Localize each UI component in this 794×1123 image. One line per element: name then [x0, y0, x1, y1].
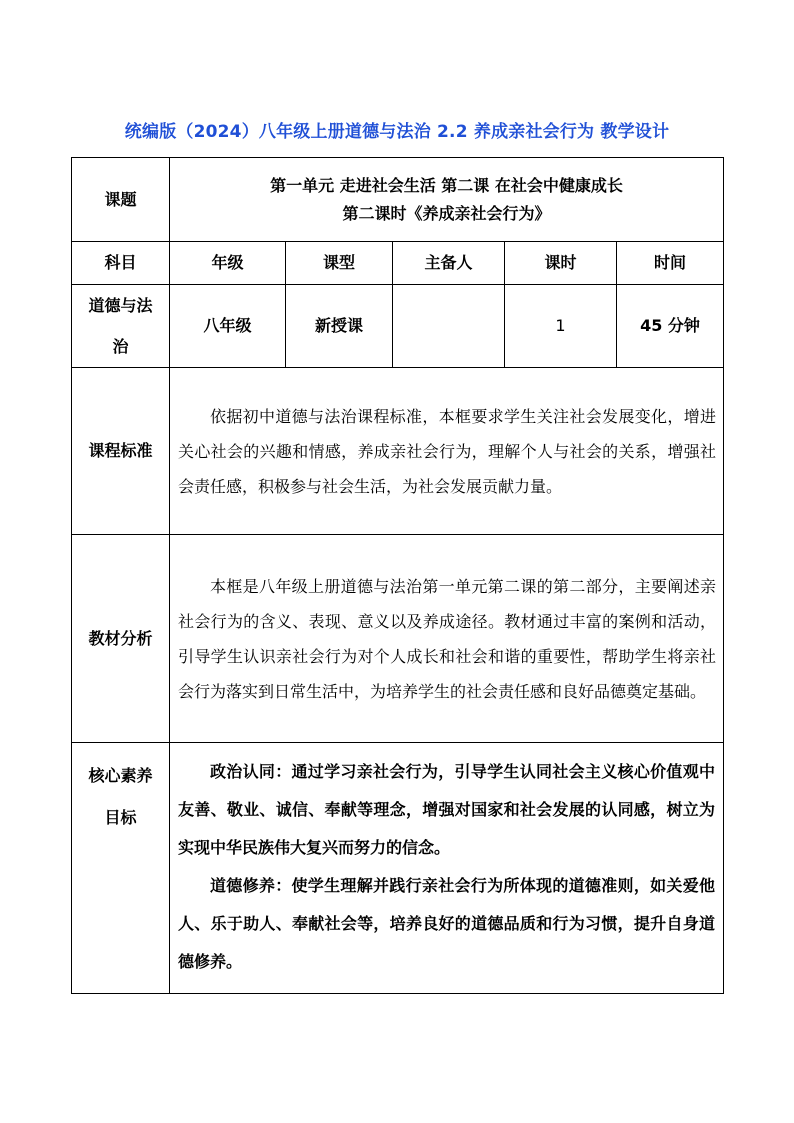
lesson-title-cell	[170, 158, 724, 242]
standard-cell	[170, 368, 724, 535]
goals-label-cell	[72, 743, 170, 994]
goals-cell	[170, 743, 724, 994]
lesson-plan-table	[71, 157, 724, 994]
lesson-period-line: 第二课时《养成亲社会行为》	[342, 203, 551, 223]
header-row	[72, 242, 724, 285]
goal-moral: 道德修养：使学生理解并践行亲社会行为所体现的道德准则，如关爱他人、乐于助人、奉献社会等，培养良好的道德品质和行为习惯，提升自身道德修养。	[178, 876, 716, 971]
analysis-text: 本框是八年级上册道德与法治第一单元第二课的第二部分，主要阐述亲社会行为的含义、表现、意义以及养成途径。教材通过丰富的案例和活动，引导学生认识亲社会行为对个人成长和社会和谐的重要性，帮助学生将亲社会行为落实到日常生活中，为培养学生的社会责任感和良好品德奠定基础。	[178, 576, 717, 701]
info-preparer	[393, 285, 505, 368]
goals-label-line2: 目标	[104, 808, 137, 827]
standard-text: 依据初中道德与法治课程标准，本框要求学生关注社会发展变化，增进关心社会的兴趣和情感，养成亲社会行为，理解个人与社会的关系，增强社会责任感，积极参与社会生活，为社会发展贡献力量。	[178, 406, 717, 496]
info-type: 新授课	[286, 285, 393, 368]
lesson-unit-line: 第一单元 走进社会生活 第二课 在社会中健康成长	[270, 175, 623, 195]
header-preparer: 主备人	[393, 242, 505, 285]
info-row	[72, 285, 724, 368]
document-title: 统编版（2024）八年级上册道德与法治 2.2 养成亲社会行为 教学设计	[124, 122, 670, 142]
goal-political: 政治认同：通过学习亲社会行为，引导学生认同社会主义核心价值观中友善、敬业、诚信、奉献等理念，增强对国家和社会发展的认同感，树立为实现中华民族伟大复兴而努力的信念。	[178, 762, 716, 857]
info-periods: 1	[505, 285, 617, 368]
lesson-label: 课题	[72, 158, 170, 242]
lesson-row	[72, 158, 724, 242]
goals-row	[72, 743, 724, 994]
analysis-cell	[170, 535, 724, 743]
standard-row	[72, 368, 724, 535]
standard-label: 课程标准	[72, 368, 170, 535]
header-type: 课型	[286, 242, 393, 285]
analysis-label: 教材分析	[72, 535, 170, 743]
header-periods: 课时	[505, 242, 617, 285]
header-subject: 科目	[72, 242, 170, 285]
info-grade: 八年级	[170, 285, 286, 368]
header-grade: 年级	[170, 242, 286, 285]
analysis-row	[72, 535, 724, 743]
goals-label-line1: 核心素养	[88, 766, 153, 785]
info-time: 45 分钟	[617, 285, 724, 368]
info-subject: 道德与法治	[72, 285, 170, 368]
header-time: 时间	[617, 242, 724, 285]
